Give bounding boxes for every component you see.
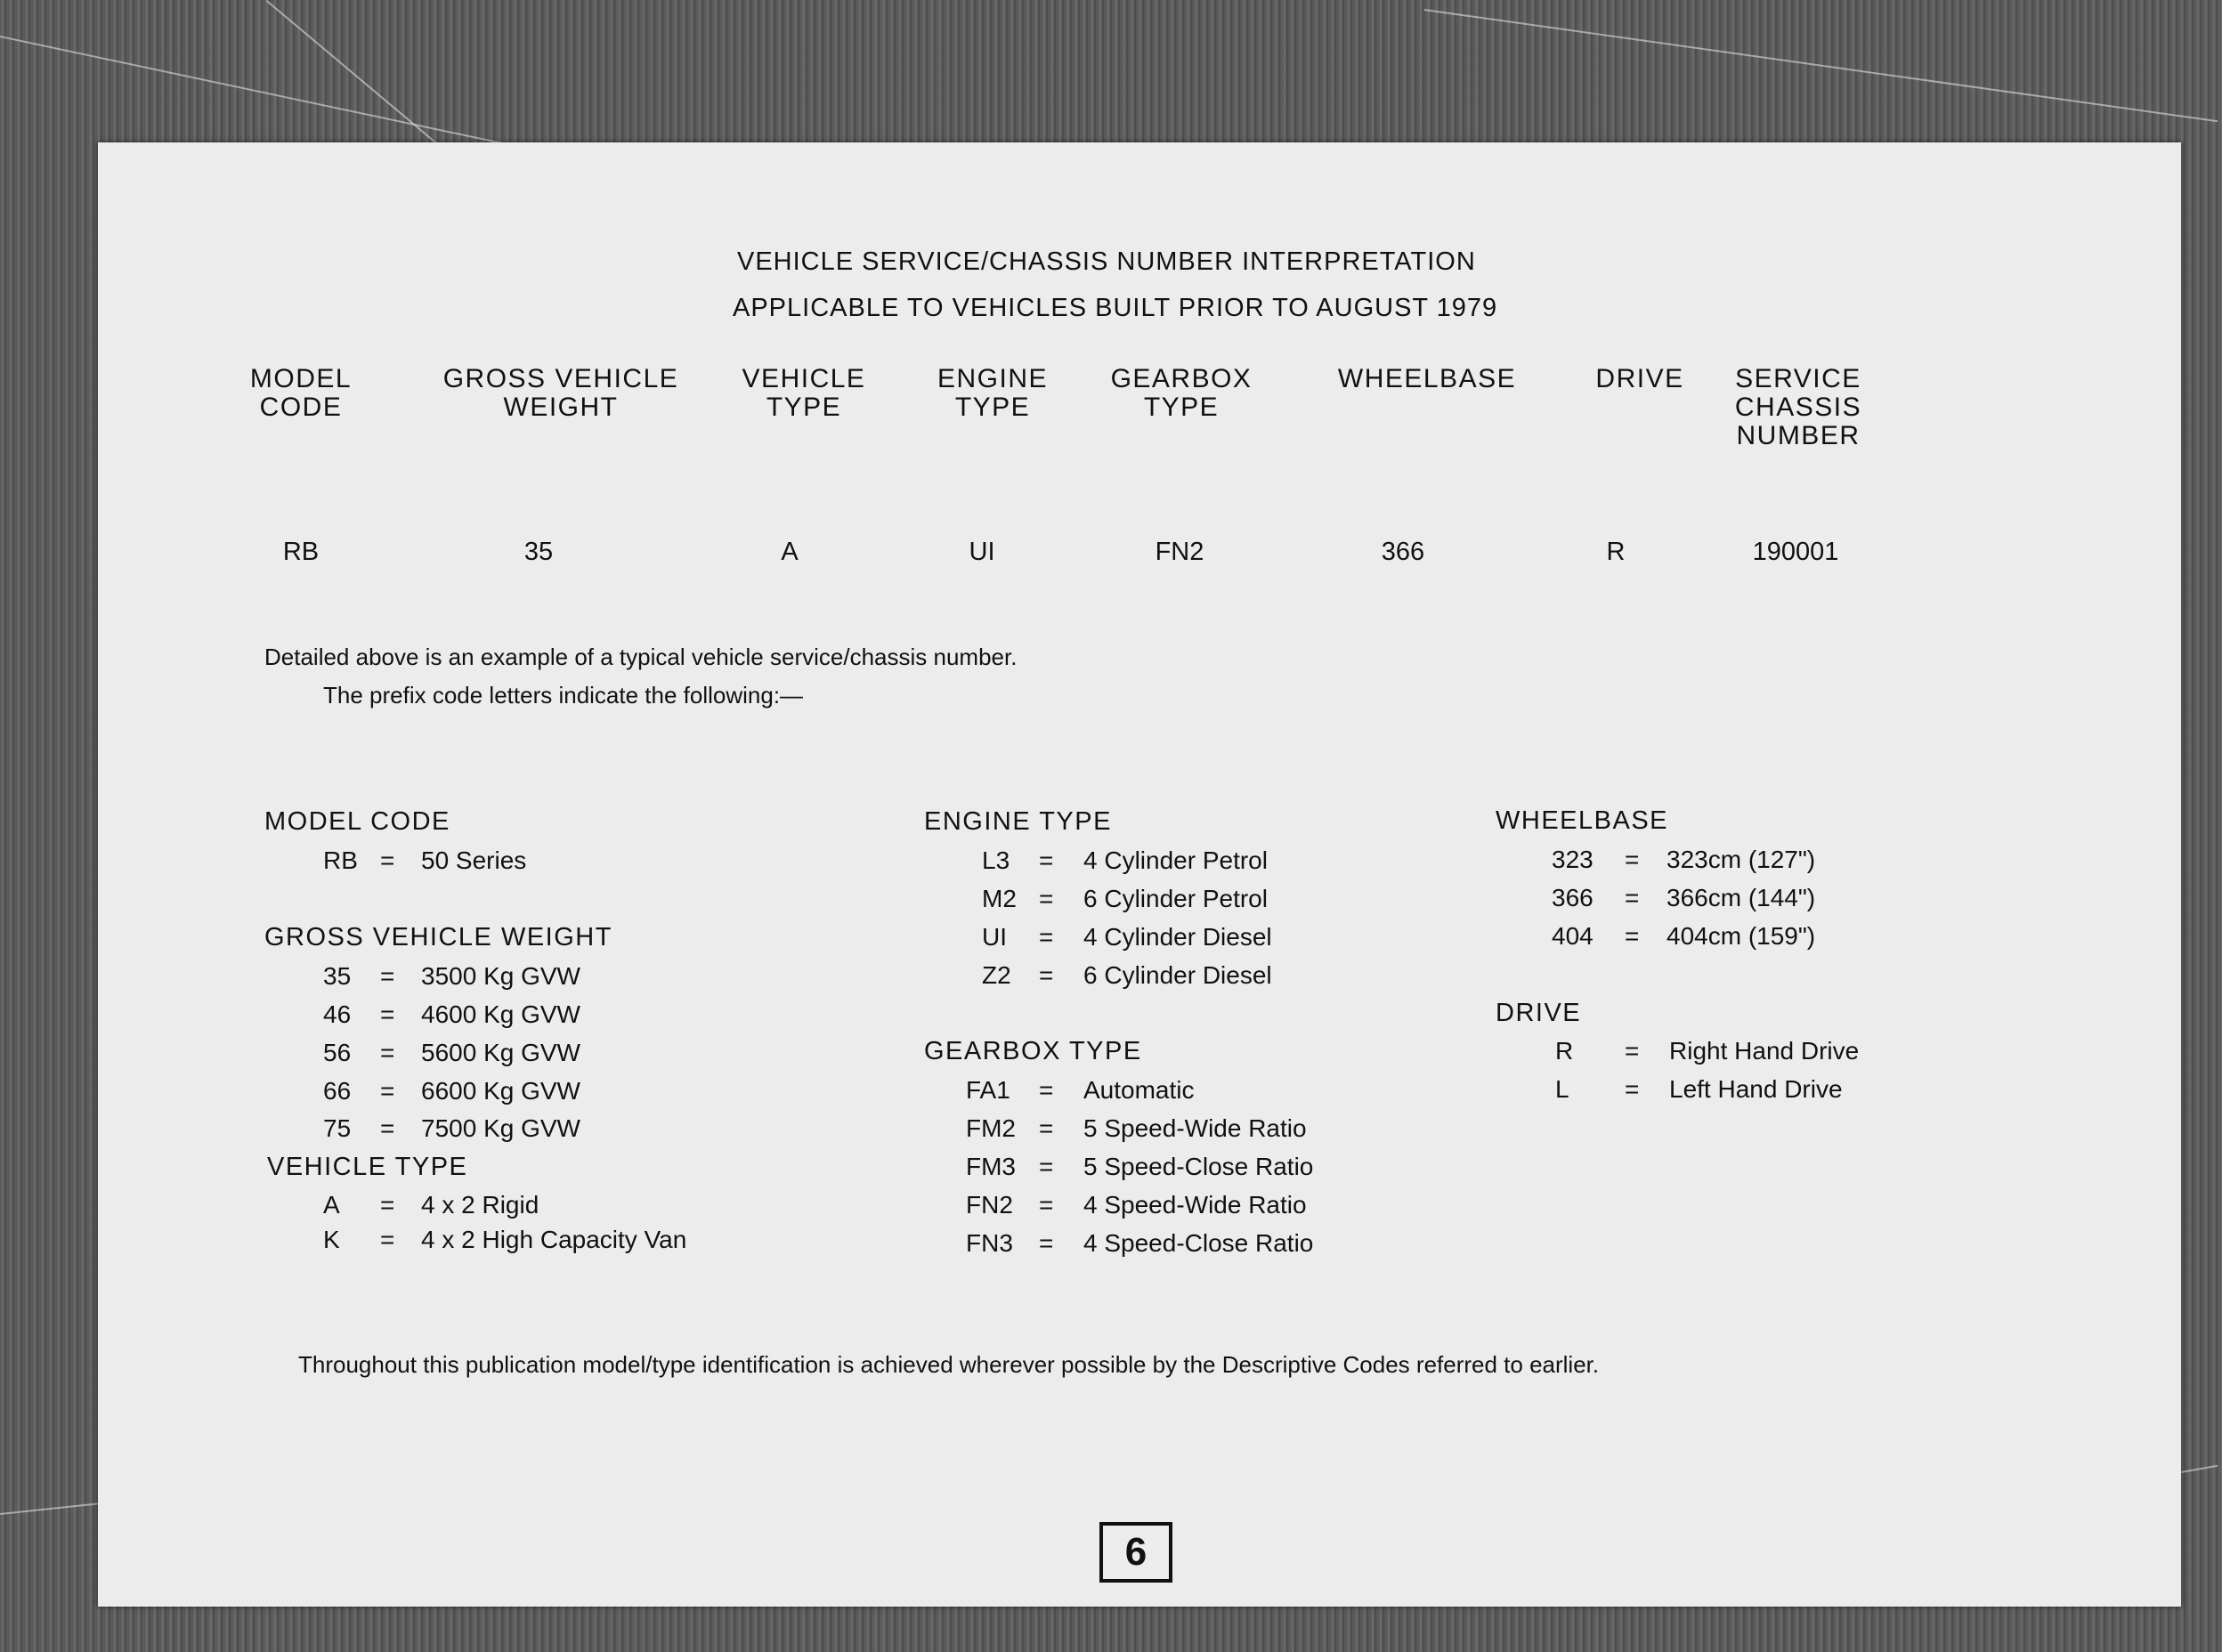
desc-model-rb: 50 Series	[421, 846, 527, 874]
value-vehicle-type: A	[781, 538, 799, 566]
desc-wheelbase: 366cm (144")	[1666, 884, 1816, 911]
value-drive: R	[1606, 538, 1626, 566]
code-gvw: 35	[323, 962, 352, 990]
code-wheelbase: 323	[1552, 846, 1594, 873]
section-title-vehicle-type: VEHICLE TYPE	[267, 1153, 468, 1181]
desc-drive: Right Hand Drive	[1669, 1037, 1860, 1065]
equals-sign: =	[380, 1077, 395, 1105]
value-gross-vehicle-weight: 35	[523, 538, 554, 566]
intro-text-line2: The prefix code letters indicate the following:—	[323, 682, 804, 709]
code-gearbox-type: FM2	[966, 1114, 1016, 1142]
code-model-rb: RB	[323, 846, 358, 874]
desc-gearbox-type: Automatic	[1083, 1076, 1195, 1104]
desc-gearbox-type: 5 Speed-Wide Ratio	[1083, 1114, 1307, 1142]
header-gearbox-type: GEARBOX TYPE	[1110, 364, 1253, 422]
code-engine-type: L3	[982, 846, 1010, 874]
header-vehicle-type: VEHICLE TYPE	[742, 364, 866, 422]
equals-sign: =	[380, 1114, 395, 1142]
code-vehicle-type: K	[323, 1226, 340, 1253]
scratch-line	[1424, 9, 2218, 122]
code-wheelbase: 404	[1552, 922, 1594, 950]
desc-wheelbase: 323cm (127")	[1666, 846, 1816, 873]
document-page	[98, 142, 2181, 1607]
value-wheelbase: 366	[1381, 538, 1425, 566]
code-gearbox-type: FM3	[966, 1153, 1016, 1180]
desc-engine-type: 6 Cylinder Petrol	[1083, 885, 1268, 912]
header-service-chassis-number: SERVICE CHASSIS NUMBER	[1734, 364, 1862, 450]
code-engine-type: UI	[982, 923, 1007, 951]
intro-text-line1: Detailed above is an example of a typical vehicle service/chassis number.	[264, 644, 1018, 670]
equals-sign: =	[1625, 1075, 1640, 1103]
desc-gvw: 3500 Kg GVW	[421, 962, 580, 990]
equals-sign: =	[380, 1000, 395, 1028]
code-drive: L	[1555, 1075, 1569, 1103]
desc-gvw: 6600 Kg GVW	[421, 1077, 580, 1105]
equals-sign: =	[380, 1191, 395, 1219]
equals-sign: =	[1039, 1076, 1054, 1104]
header-wheelbase: WHEELBASE	[1337, 364, 1517, 393]
code-gvw: 56	[323, 1039, 352, 1066]
desc-engine-type: 6 Cylinder Diesel	[1083, 961, 1272, 989]
desc-gvw: 5600 Kg GVW	[421, 1039, 580, 1066]
section-title-model-code: MODEL CODE	[264, 807, 450, 836]
code-gvw: 75	[323, 1114, 352, 1142]
code-wheelbase: 366	[1552, 884, 1594, 911]
equals-sign: =	[380, 846, 395, 874]
desc-wheelbase: 404cm (159")	[1666, 922, 1816, 950]
section-title-wheelbase: WHEELBASE	[1496, 806, 1668, 835]
equals-sign: =	[1039, 923, 1054, 951]
value-model-code: RB	[282, 538, 320, 566]
desc-vehicle-type: 4 x 2 High Capacity Van	[421, 1226, 687, 1253]
desc-engine-type: 4 Cylinder Diesel	[1083, 923, 1272, 951]
value-service-chassis-number: 190001	[1752, 538, 1839, 566]
equals-sign: =	[1039, 1229, 1054, 1257]
equals-sign: =	[1039, 1153, 1054, 1180]
code-gearbox-type: FN3	[966, 1229, 1013, 1257]
equals-sign: =	[1039, 885, 1054, 912]
desc-gearbox-type: 4 Speed-Wide Ratio	[1083, 1191, 1307, 1219]
desc-gvw: 4600 Kg GVW	[421, 1000, 580, 1028]
equals-sign: =	[1039, 846, 1054, 874]
equals-sign: =	[1625, 1037, 1640, 1065]
desc-gearbox-type: 5 Speed-Close Ratio	[1083, 1153, 1314, 1180]
header-model-code: MODEL CODE	[249, 364, 353, 422]
page-number: 6	[1124, 1530, 1147, 1574]
equals-sign: =	[1039, 1114, 1054, 1142]
code-gvw: 46	[323, 1000, 352, 1028]
equals-sign: =	[1039, 1191, 1054, 1219]
desc-gvw: 7500 Kg GVW	[421, 1114, 580, 1142]
desc-engine-type: 4 Cylinder Petrol	[1083, 846, 1268, 874]
value-gearbox-type: FN2	[1155, 538, 1204, 566]
desc-drive: Left Hand Drive	[1669, 1075, 1843, 1103]
value-engine-type: UI	[969, 538, 995, 566]
desc-gearbox-type: 4 Speed-Close Ratio	[1083, 1229, 1314, 1257]
equals-sign: =	[380, 1039, 395, 1066]
header-gross-vehicle-weight: GROSS VEHICLE WEIGHT	[442, 364, 679, 422]
code-drive: R	[1555, 1037, 1574, 1065]
equals-sign: =	[380, 1226, 395, 1253]
equals-sign: =	[1039, 961, 1054, 989]
equals-sign: =	[1625, 922, 1640, 950]
section-title-gross-vehicle-weight: GROSS VEHICLE WEIGHT	[264, 923, 612, 952]
code-gvw: 66	[323, 1077, 352, 1105]
document-subtitle: APPLICABLE TO VEHICLES BUILT PRIOR TO AUGUST 1979	[733, 294, 1498, 322]
code-gearbox-type: FN2	[966, 1191, 1013, 1219]
section-title-engine-type: ENGINE TYPE	[924, 807, 1112, 836]
section-title-drive: DRIVE	[1496, 999, 1582, 1027]
equals-sign: =	[380, 962, 395, 990]
section-title-gearbox-type: GEARBOX TYPE	[924, 1037, 1142, 1065]
footer-note: Throughout this publication model/type identification is achieved wherever possible by the Descriptive Codes referred to earlier.	[298, 1351, 1600, 1378]
header-drive: DRIVE	[1595, 364, 1684, 393]
equals-sign: =	[1625, 846, 1640, 873]
page-number-box	[1099, 1522, 1172, 1583]
code-engine-type: M2	[982, 885, 1017, 912]
code-engine-type: Z2	[982, 961, 1011, 989]
code-vehicle-type: A	[323, 1191, 340, 1219]
code-gearbox-type: FA1	[966, 1076, 1010, 1104]
document-title: VEHICLE SERVICE/CHASSIS NUMBER INTERPRETATION	[737, 247, 1476, 276]
header-engine-type: ENGINE TYPE	[937, 364, 1049, 422]
desc-vehicle-type: 4 x 2 Rigid	[421, 1191, 539, 1219]
equals-sign: =	[1625, 884, 1640, 911]
